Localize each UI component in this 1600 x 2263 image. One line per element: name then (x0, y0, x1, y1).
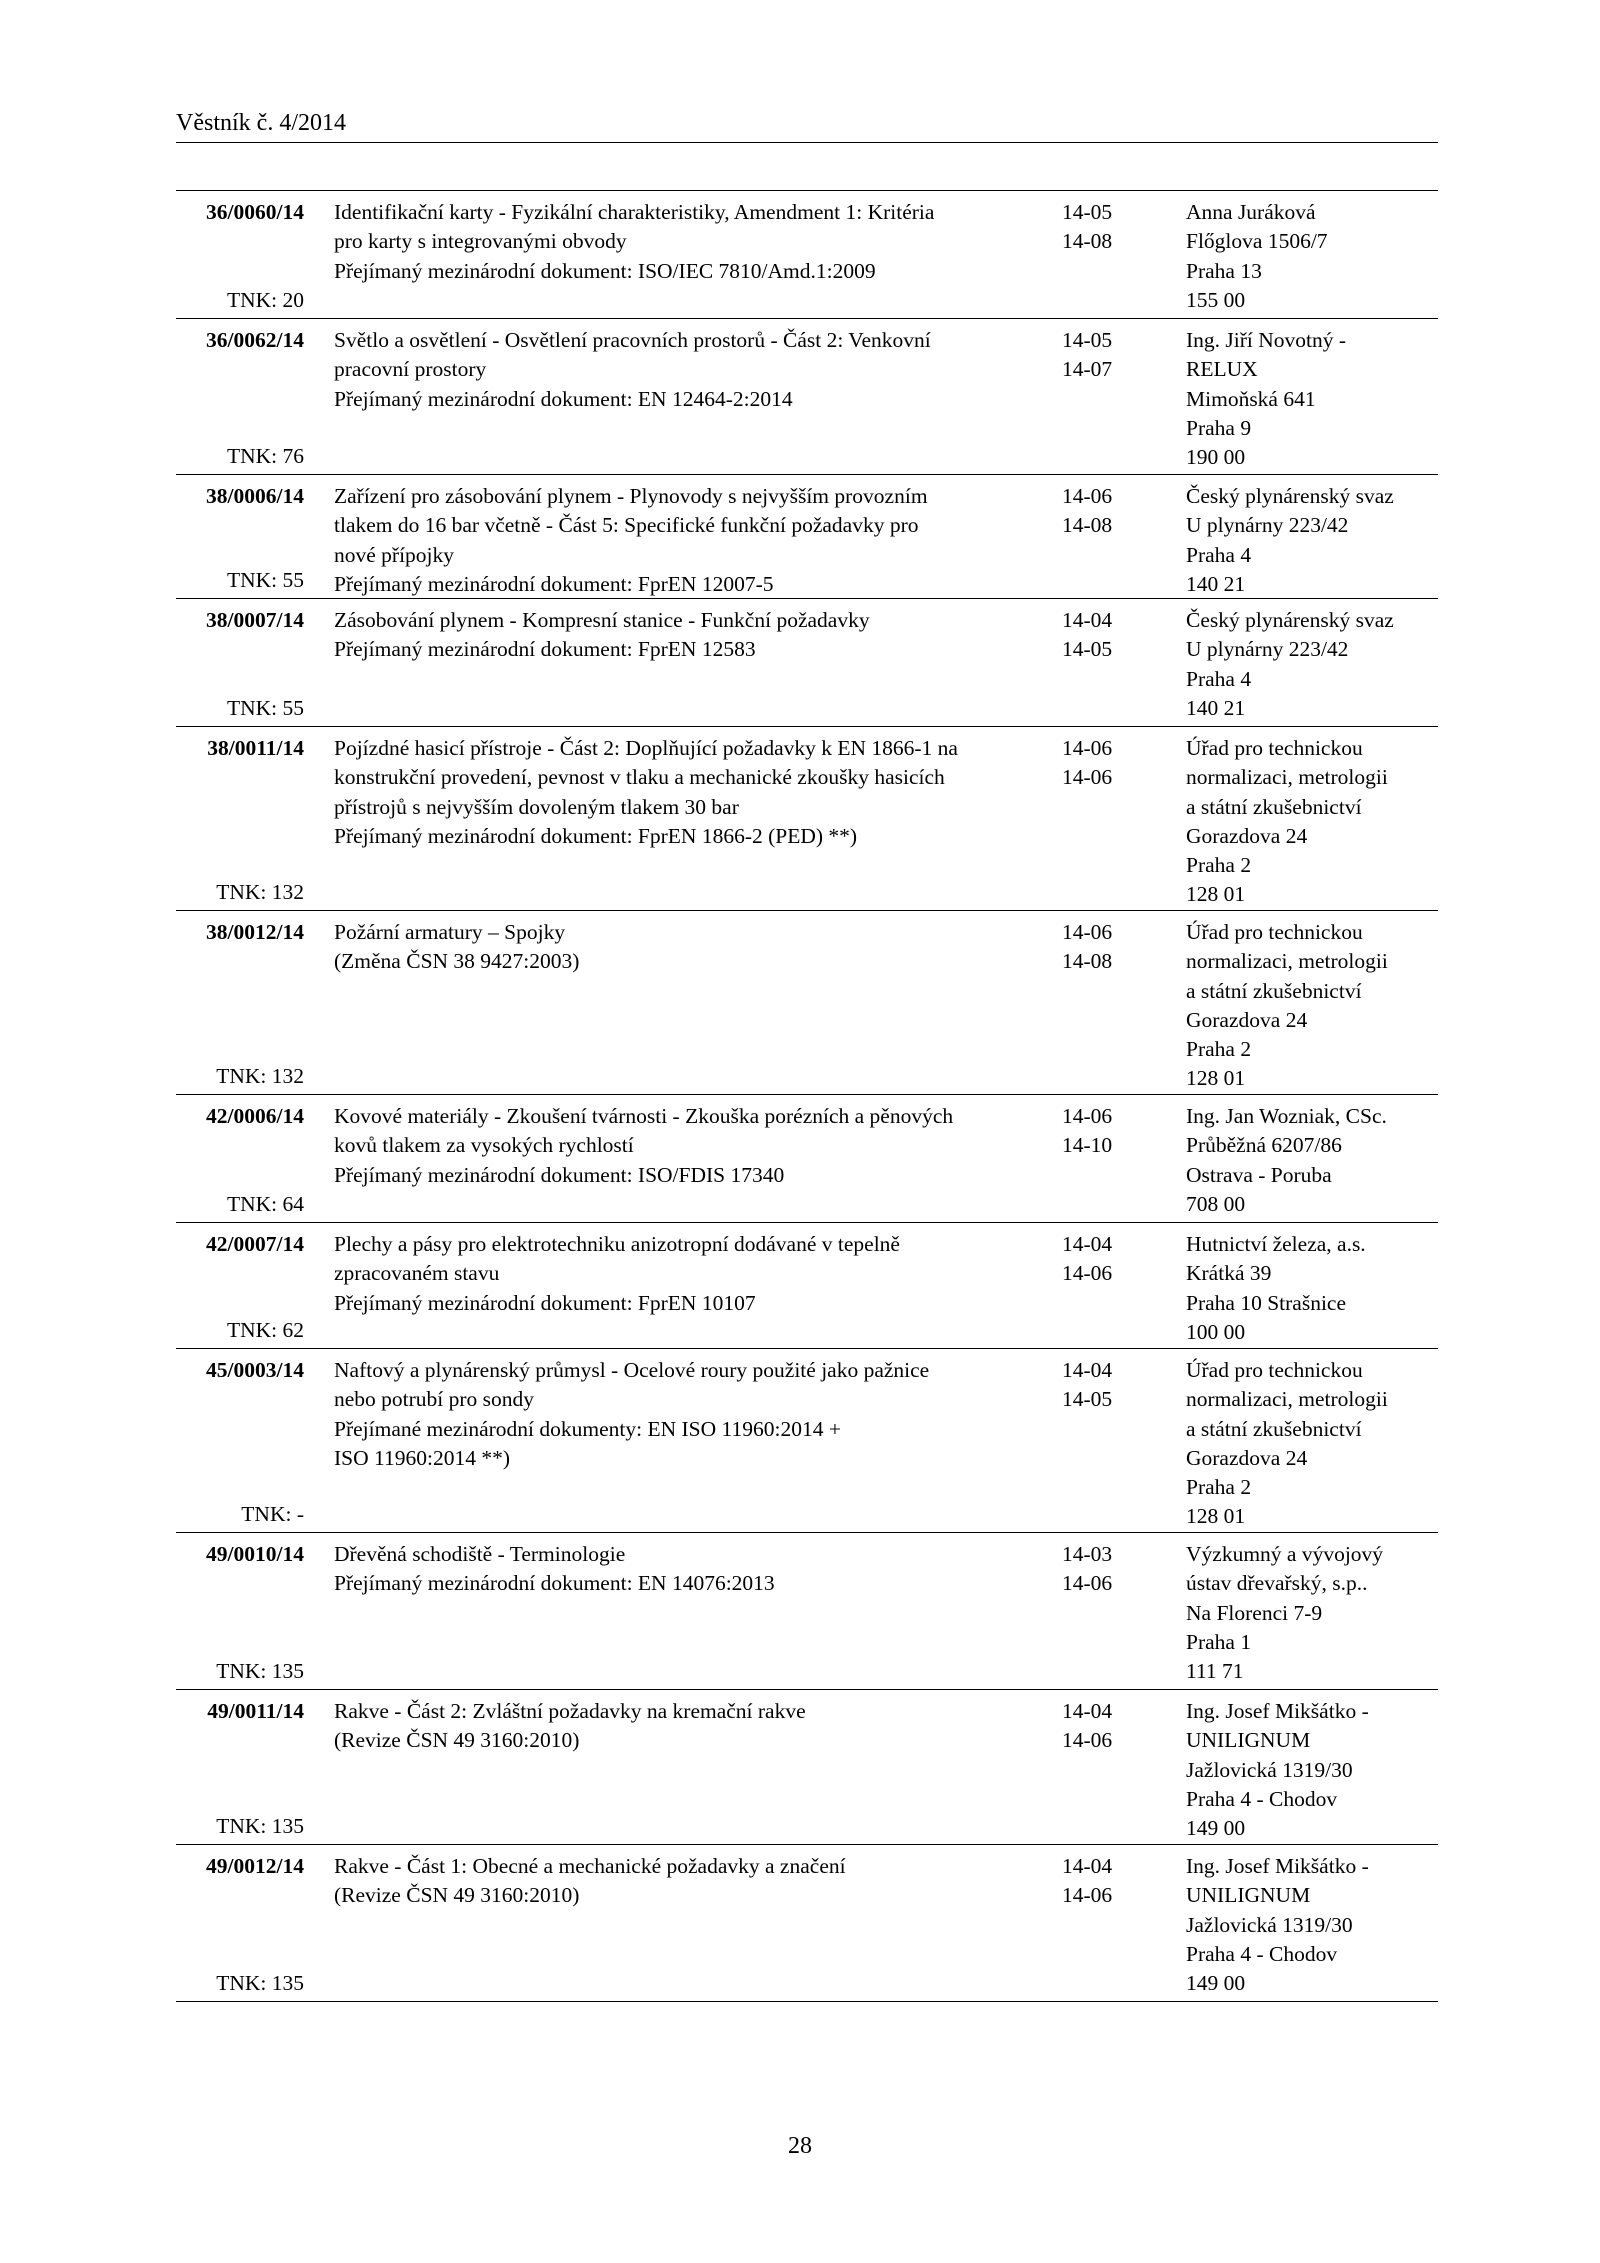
address-line: RELUX (1186, 357, 1258, 382)
date-value: 14-04 (1062, 608, 1113, 632)
address-line: Praha 4 - Chodov (1186, 1941, 1338, 1966)
date-range (1062, 1697, 1142, 1756)
date-value: 14-03 (1062, 1542, 1113, 1566)
address-line: Gorazdova 24 (1186, 1007, 1308, 1032)
address-line: normalizaci, metrologii (1186, 1387, 1388, 1412)
description-line: nebo potrubí pro sondy (334, 1387, 535, 1412)
address-line: Výzkumný a vývojový (1186, 1542, 1384, 1566)
standard-code: 42/0006/14 (206, 1104, 304, 1128)
description-line: Plechy a pásy pro elektrotechniku anizotropní dodávané v tepelně (334, 1232, 900, 1256)
description-line: (Revize ČSN 49 3160:2010) (334, 1728, 580, 1753)
address-line: a státní zkušebnictví (1186, 978, 1362, 1003)
description-line: Identifikační karty - Fyzikální charakteristiky, Amendment 1: Kritéria (334, 200, 935, 224)
description-line: (Změna ČSN 38 9427:2003) (334, 949, 580, 974)
table-row (176, 191, 1438, 319)
date-value: 14-06 (1062, 765, 1113, 790)
address-line: Na Florenci 7-9 (1186, 1600, 1323, 1625)
tnk-label: TNK: 64 (226, 1191, 304, 1216)
date-value: 14-06 (1062, 1883, 1113, 1908)
standard-description (334, 1697, 894, 1756)
contact-address (1186, 1356, 1438, 1532)
address-line: Hutnictví železa, a.s. (1186, 1232, 1366, 1256)
address-line: 149 00 (1186, 1971, 1246, 1996)
address-line: 128 01 (1186, 1504, 1246, 1529)
standard-code: 45/0003/14 (206, 1358, 304, 1382)
address-line: Ing. Josef Mikšátko - (1186, 1854, 1369, 1878)
tnk-label: TNK: 135 (216, 1970, 304, 1995)
address-line: Úřad pro technickou (1186, 1358, 1363, 1382)
date-value: 14-04 (1062, 1854, 1113, 1878)
date-value: 14-06 (1062, 1104, 1113, 1128)
address-line: Flőglova 1506/7 (1186, 229, 1328, 254)
date-range (1062, 1230, 1142, 1289)
date-value: 14-07 (1062, 357, 1113, 382)
address-line: U plynárny 223/42 (1186, 637, 1349, 662)
address-line: Jažlovická 1319/30 (1186, 1912, 1353, 1937)
description-line: Rakve - Část 2: Zvláštní požadavky na kremační rakve (334, 1699, 806, 1723)
address-line: Český plynárenský svaz (1186, 484, 1394, 508)
address-line: Ing. Jan Wozniak, CSc. (1186, 1104, 1387, 1128)
date-range (1062, 1540, 1142, 1599)
description-line: ISO 11960:2014 **) (334, 1445, 510, 1470)
tnk-label: TNK: 132 (216, 1063, 304, 1088)
description-line: konstrukční provedení, pevnost v tlaku a mechanické zkoušky hasicích (334, 765, 945, 790)
date-range (1062, 326, 1142, 385)
contact-address (1186, 198, 1438, 315)
address-line: Praha 1 (1186, 1629, 1252, 1654)
description-line: nové přípojky (334, 542, 455, 567)
tnk-label: TNK: 55 (226, 695, 304, 720)
address-line: Gorazdova 24 (1186, 823, 1308, 848)
address-line: Praha 4 (1186, 542, 1252, 567)
date-range (1062, 1356, 1142, 1415)
date-value: 14-05 (1062, 637, 1113, 662)
contact-address (1186, 482, 1438, 599)
table-row (176, 319, 1438, 475)
date-value: 14-06 (1062, 920, 1113, 944)
address-line: 140 21 (1186, 571, 1246, 596)
date-value: 14-04 (1062, 1358, 1113, 1382)
address-line: Krátká 39 (1186, 1261, 1272, 1286)
description-line: Přejímaný mezinárodní dokument: FprEN 10107 (334, 1290, 756, 1315)
tnk-label: TNK: 55 (226, 567, 304, 592)
standard-code: 42/0007/14 (206, 1232, 304, 1256)
description-line: kovů tlakem za vysokých rychlostí (334, 1133, 634, 1158)
address-line: Praha 2 (1186, 1475, 1252, 1500)
description-line: Přejímaný mezinárodní dokument: EN 14076:2013 (334, 1571, 775, 1596)
standard-code: 38/0006/14 (206, 484, 304, 508)
address-line: Praha 10 Strašnice (1186, 1290, 1347, 1315)
standard-code: 36/0062/14 (206, 328, 304, 352)
bulletin-title: Věstník č. 4/2014 (176, 110, 346, 136)
date-value: 14-08 (1062, 513, 1113, 538)
table-row (176, 911, 1438, 1095)
table-row (176, 1095, 1438, 1223)
description-line: Přejímané mezinárodní dokumenty: EN ISO 11960:2014 + (334, 1416, 841, 1441)
description-line: Pojízdné hasicí přístroje - Část 2: Doplňující požadavky k EN 1866-1 na (334, 736, 958, 760)
date-value: 14-04 (1062, 1232, 1113, 1256)
standard-code: 38/0007/14 (206, 608, 304, 632)
description-line: (Revize ČSN 49 3160:2010) (334, 1883, 580, 1908)
address-line: Gorazdova 24 (1186, 1445, 1308, 1470)
address-line: 708 00 (1186, 1191, 1246, 1216)
address-line: 111 71 (1186, 1659, 1244, 1684)
address-line: Anna Juráková (1186, 200, 1316, 224)
contact-address (1186, 1852, 1438, 1998)
description-line: pro karty s integrovanými obvody (334, 229, 627, 254)
table-row (176, 727, 1438, 911)
standard-description (334, 1356, 930, 1473)
description-line: Zásobování plynem - Kompresní stanice - Funkční požadavky (334, 608, 870, 632)
date-range (1062, 918, 1142, 977)
description-line: přístrojů s nejvyšším dovoleným tlakem 30 bar (334, 794, 739, 819)
address-line: 128 01 (1186, 882, 1246, 907)
date-value: 14-06 (1062, 1728, 1113, 1753)
date-range (1062, 198, 1142, 257)
address-line: a státní zkušebnictví (1186, 1416, 1362, 1441)
table-row (176, 475, 1438, 599)
description-line: Naftový a plynárenský průmysl - Ocelové roury použité jako pažnice (334, 1358, 930, 1382)
standard-code: 38/0012/14 (206, 920, 304, 944)
table-row (176, 1223, 1438, 1349)
tnk-label: TNK: 132 (216, 879, 304, 904)
address-line: Český plynárenský svaz (1186, 608, 1394, 632)
standard-code: 36/0060/14 (206, 200, 304, 224)
page-header (176, 108, 1438, 143)
address-line: Jažlovická 1319/30 (1186, 1757, 1353, 1782)
address-line: Úřad pro technickou (1186, 920, 1363, 944)
date-value: 14-05 (1062, 328, 1113, 352)
description-line: Přejímaný mezinárodní dokument: FprEN 12583 (334, 637, 756, 662)
address-line: Praha 4 (1186, 666, 1252, 691)
description-line: zpracovaném stavu (334, 1261, 500, 1286)
address-line: U plynárny 223/42 (1186, 513, 1349, 538)
date-value: 14-06 (1062, 484, 1113, 508)
address-line: 128 01 (1186, 1066, 1246, 1091)
address-line: normalizaci, metrologii (1186, 949, 1388, 974)
tnk-label: TNK: - (241, 1501, 304, 1526)
date-value: 14-08 (1062, 229, 1113, 254)
standard-description (334, 1852, 894, 1911)
address-line: 100 00 (1186, 1319, 1246, 1344)
standard-code: 38/0011/14 (207, 736, 304, 760)
contact-address (1186, 606, 1438, 723)
date-range (1062, 482, 1142, 541)
description-line: Přejímaný mezinárodní dokument: ISO/IEC 7810/Amd.1:2009 (334, 258, 876, 283)
address-line: Praha 2 (1186, 1037, 1252, 1062)
contact-address (1186, 734, 1438, 910)
date-range (1062, 1852, 1142, 1911)
standard-description (334, 198, 935, 286)
date-value: 14-06 (1062, 1261, 1113, 1286)
page-number: 28 (788, 2133, 812, 2159)
contact-address (1186, 1540, 1438, 1686)
standard-description (334, 1102, 954, 1190)
description-line: Kovové materiály - Zkoušení tvárnosti - Zkouška porézních a pěnových (334, 1104, 954, 1128)
date-value: 14-05 (1062, 200, 1113, 224)
address-line: UNILIGNUM (1186, 1728, 1311, 1753)
date-value: 14-08 (1062, 949, 1113, 974)
address-line: Mimoňská 641 (1186, 386, 1316, 411)
address-line: Úřad pro technickou (1186, 736, 1363, 760)
description-line: Dřevěná schodiště - Terminologie (334, 1542, 626, 1566)
address-line: a státní zkušebnictví (1186, 794, 1362, 819)
tnk-label: TNK: 62 (226, 1317, 304, 1342)
date-value: 14-06 (1062, 1571, 1113, 1596)
description-line: Světlo a osvětlení - Osvětlení pracovních prostorů - Část 2: Venkovní (334, 328, 931, 352)
standard-code: 49/0010/14 (206, 1542, 304, 1566)
table-row (176, 1845, 1438, 2002)
contact-address (1186, 1697, 1438, 1843)
description-line: tlakem do 16 bar včetně - Část 5: Specifické funkční požadavky pro (334, 513, 919, 538)
contact-address (1186, 1230, 1438, 1347)
address-line: 149 00 (1186, 1816, 1246, 1841)
date-range (1062, 1102, 1142, 1161)
tnk-label: TNK: 20 (226, 287, 304, 312)
date-range (1062, 606, 1142, 665)
date-value: 14-10 (1062, 1133, 1113, 1158)
address-line: UNILIGNUM (1186, 1883, 1311, 1908)
description-line: Zařízení pro zásobování plynem - Plynovody s nejvyšším provozním (334, 484, 928, 508)
description-line: Požární armatury – Spojky (334, 920, 566, 944)
tnk-label: TNK: 135 (216, 1658, 304, 1683)
table-row (176, 1533, 1438, 1690)
address-line: 190 00 (1186, 445, 1246, 470)
standard-code: 49/0012/14 (206, 1854, 304, 1878)
tnk-label: TNK: 76 (226, 443, 304, 468)
address-line: Ing. Jiří Novotný - (1186, 328, 1347, 352)
address-line: normalizaci, metrologii (1186, 765, 1388, 790)
standard-code: 49/0011/14 (207, 1699, 304, 1723)
description-line: Rakve - Část 1: Obecné a mechanické požadavky a značení (334, 1854, 846, 1878)
address-line: Ostrava - Poruba (1186, 1162, 1332, 1187)
address-line: Praha 2 (1186, 853, 1252, 878)
description-line: pracovní prostory (334, 357, 487, 382)
date-range (1062, 734, 1142, 793)
contact-address (1186, 326, 1438, 472)
description-line: Přejímaný mezinárodní dokument: FprEN 12007-5 (334, 571, 774, 596)
page-footer (0, 2132, 1600, 2161)
table-row (176, 599, 1438, 727)
address-line: 140 21 (1186, 695, 1246, 720)
standard-description (334, 482, 928, 599)
description-line: Přejímaný mezinárodní dokument: FprEN 1866-2 (PED) **) (334, 823, 858, 848)
contact-address (1186, 1102, 1438, 1219)
contact-address (1186, 918, 1438, 1094)
address-line: Praha 4 - Chodov (1186, 1786, 1338, 1811)
standard-description (334, 734, 958, 851)
date-value: 14-04 (1062, 1699, 1113, 1723)
address-line: Průběžná 6207/86 (1186, 1133, 1342, 1158)
standard-description (334, 918, 894, 977)
address-line: 155 00 (1186, 287, 1246, 312)
description-line: Přejímaný mezinárodní dokument: ISO/FDIS 17340 (334, 1162, 785, 1187)
table-row (176, 1349, 1438, 1533)
standard-description (334, 1230, 900, 1318)
description-line: Přejímaný mezinárodní dokument: EN 12464-2:2014 (334, 386, 793, 411)
table-row (176, 1690, 1438, 1845)
tnk-label: TNK: 135 (216, 1813, 304, 1838)
address-line: Ing. Josef Mikšátko - (1186, 1699, 1369, 1723)
date-value: 14-06 (1062, 736, 1113, 760)
standards-table (176, 190, 1438, 2002)
standard-description (334, 606, 894, 665)
address-line: Praha 9 (1186, 415, 1252, 440)
standard-description (334, 1540, 894, 1599)
address-line: Praha 13 (1186, 258, 1262, 283)
address-line: ústav dřevařský, s.p.. (1186, 1571, 1368, 1596)
standard-description (334, 326, 931, 414)
date-value: 14-05 (1062, 1387, 1113, 1412)
